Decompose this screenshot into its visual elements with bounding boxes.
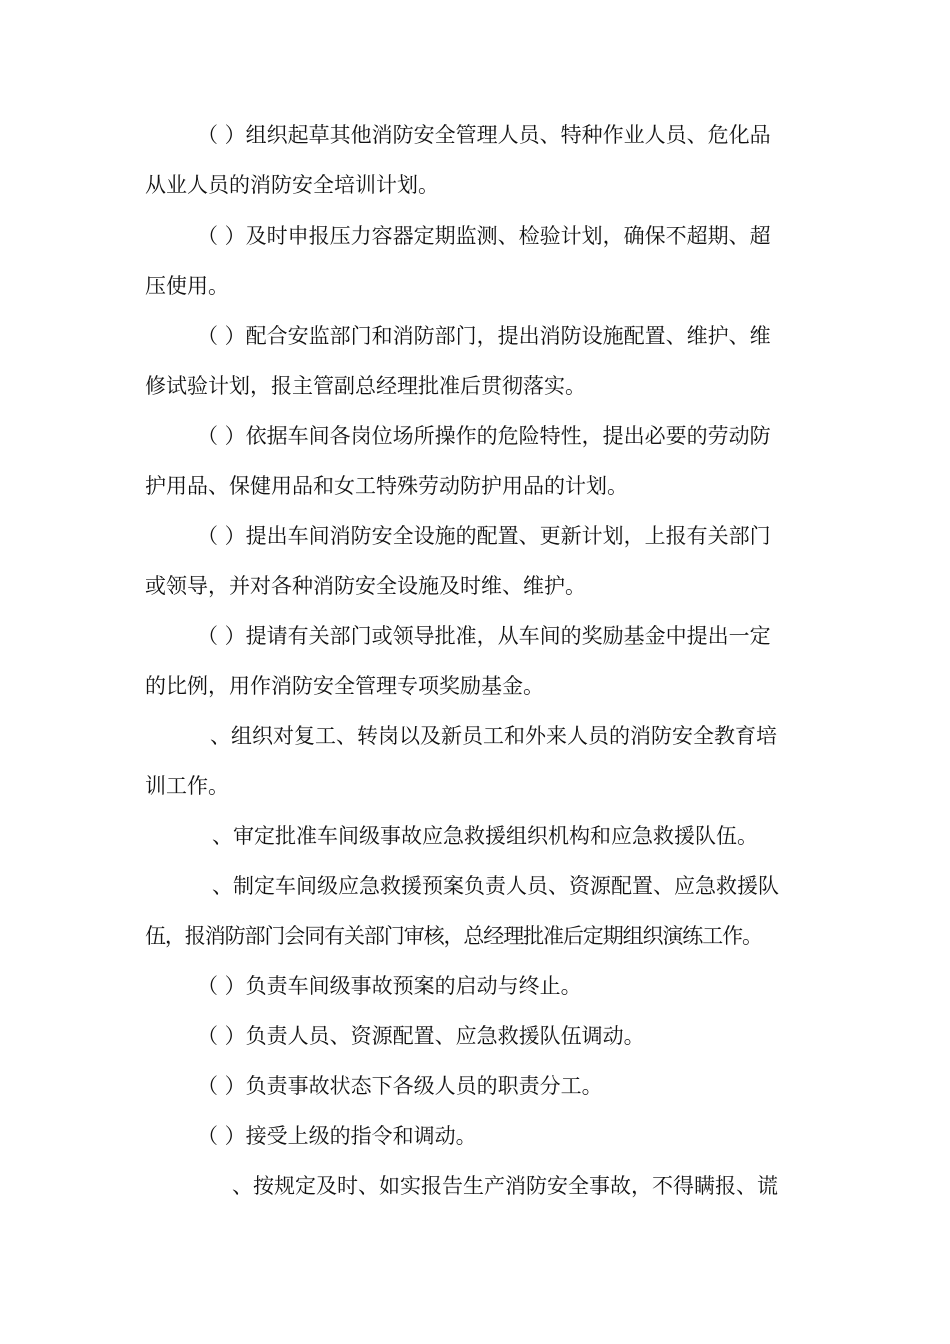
text-line: 从业人员的消防安全培训计划。 bbox=[145, 173, 439, 197]
text-line: （ ）接受上级的指令和调动。 bbox=[197, 1124, 477, 1148]
text-line: （ ）负责人员、资源配置、应急救援队伍调动。 bbox=[197, 1024, 645, 1048]
text-line: 伍，报消防部门会同有关部门审核，总经理批准后定期组织演练工作。 bbox=[145, 924, 762, 948]
text-line: （ ）负责车间级事故预案的启动与终止。 bbox=[197, 974, 582, 998]
text-line: （ ）负责事故状态下各级人员的职责分工。 bbox=[197, 1074, 603, 1098]
text-line: 、制定车间级应急救援预案负责人员、资源配置、应急救援队 bbox=[212, 874, 779, 898]
text-line: 、审定批准车间级事故应急救援组织机构和应急救援队伍。 bbox=[212, 824, 758, 848]
text-line: 、按规定及时、如实报告生产消防安全事故，不得瞒报、谎 bbox=[232, 1174, 778, 1198]
text-line: （ ）配合安监部门和消防部门，提出消防设施配置、维护、维 bbox=[197, 324, 771, 348]
text-line: 的比例，用作消防安全管理专项奖励基金。 bbox=[145, 674, 544, 698]
text-line: 护用品、保健用品和女工特殊劳动防护用品的计划。 bbox=[145, 474, 628, 498]
text-line: 修试验计划，报主管副总经理批准后贯彻落实。 bbox=[145, 374, 586, 398]
text-line: （ ）提出车间消防安全设施的配置、更新计划，上报有关部门 bbox=[197, 524, 771, 548]
text-line: 压使用。 bbox=[145, 274, 229, 298]
text-line: 或领导，并对各种消防安全设施及时维、维护。 bbox=[145, 574, 586, 598]
text-line: （ ）组织起草其他消防安全管理人员、特种作业人员、危化品 bbox=[197, 123, 771, 147]
text-line: （ ）提请有关部门或领导批准，从车间的奖励基金中提出一定 bbox=[197, 624, 771, 648]
text-line: （ ）依据车间各岗位场所操作的危险特性，提出必要的劳动防 bbox=[197, 424, 771, 448]
text-line: 训工作。 bbox=[145, 774, 229, 798]
text-line: （ ）及时申报压力容器定期监测、检验计划，确保不超期、超 bbox=[197, 224, 771, 248]
text-line: 、组织对复工、转岗以及新员工和外来人员的消防安全教育培 bbox=[210, 724, 777, 748]
